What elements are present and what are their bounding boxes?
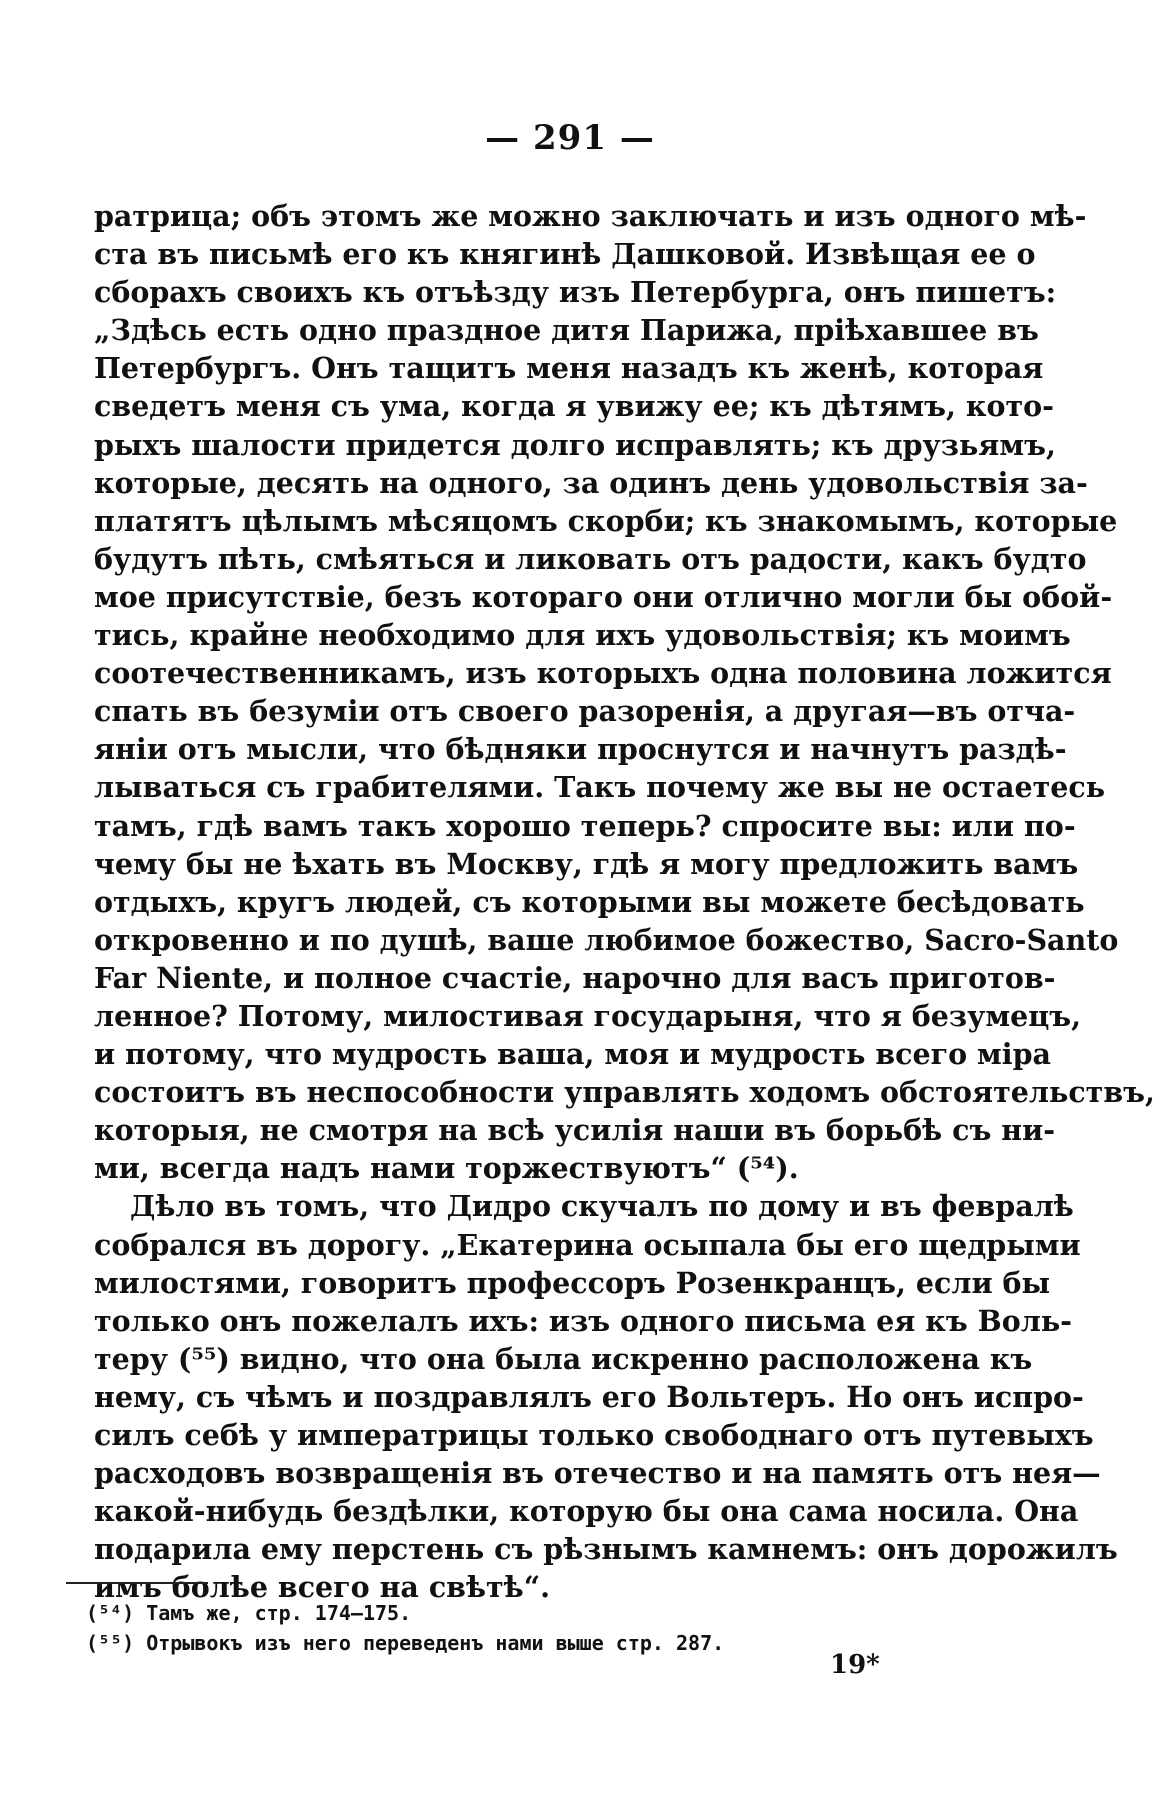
text-line: милостями, говоритъ профессоръ Розенкранцъ, если бы: [94, 1265, 1051, 1300]
text-line: которые, десять на одного, за одинъ день удовольствія за-: [94, 465, 1088, 500]
text-line: отдыхъ, кругъ людей, съ которыми вы можете бесѣдовать: [94, 884, 1085, 919]
text-line: „Здѣсь есть одно праздное дитя Парижа, пріѣхавшее въ: [94, 313, 1039, 348]
text-line: собрался въ дорогу. „Екатерина осыпала бы его щедрыми: [94, 1227, 1081, 1262]
text-line: только онъ пожелалъ ихъ: изъ одного письма ея къ Воль-: [94, 1303, 1072, 1338]
text-line: лываться съ грабителями. Такъ почему же вы не остаетесь: [94, 770, 1106, 805]
text-line: Дѣло въ томъ, что Дидро скучалъ по дому и въ февралѣ: [130, 1189, 1074, 1224]
text-line: Петербургъ. Онъ тащитъ меня назадъ къ женѣ, которая: [94, 351, 1044, 386]
text-line: яніи отъ мысли, что бѣдняки проснутся и начнутъ раздѣ-: [94, 732, 1067, 767]
text-line: соотечественникамъ, изъ которыхъ одна половина ложится: [94, 656, 1112, 691]
text-line: силъ себѣ у императрицы только свободнаго отъ путевыхъ: [94, 1418, 1094, 1452]
text-line: какой-нибудь бездѣлки, которую бы она сама носила. Она: [94, 1494, 1079, 1529]
text-line: теру (⁵⁵) видно, что она была искренно расположена къ: [94, 1341, 1033, 1376]
text-line: ста въ письмѣ его къ княгинѣ Дашковой. Извѣщая ее о: [94, 237, 1036, 272]
text-line: спать въ безуміи отъ своего разоренія, а другая—въ отча-: [94, 694, 1076, 729]
text-line: откровенно и по душѣ, ваше любимое божество, Sacro-Santo: [94, 922, 1119, 957]
text-line: будутъ пѣть, смѣяться и ликовать отъ радости, какъ будто: [94, 541, 1087, 576]
text-line: подарила ему перстень съ рѣзнымъ камнемъ: онъ дорожилъ: [94, 1532, 1118, 1567]
text-line: расходовъ возвращенія въ отечество и на память отъ нея—: [94, 1456, 1101, 1491]
body-text: [94, 197, 1155, 1606]
text-line: рыхъ шалости придется долго исправлять; къ друзьямъ,: [94, 427, 1056, 462]
text-line: мое присутствіе, безъ котораго они отлично могли бы обой-: [94, 579, 1113, 614]
text-line: платятъ цѣлымъ мѣсяцомъ скорби; къ знакомымъ, которые: [94, 503, 1118, 538]
text-line: чему бы не ѣхать въ Москву, гдѣ я могу предложить вамъ: [94, 846, 1079, 881]
text-line: состоитъ въ неспособности управлять ходомъ обстоятельствъ,: [94, 1075, 1155, 1110]
signature-mark: 19*: [830, 1650, 880, 1680]
footnotes: [86, 1598, 724, 1658]
text-line: тись, крайне необходимо для ихъ удовольствія; къ моимъ: [94, 618, 1071, 653]
text-line: нему, съ чѣмъ и поздравлялъ его Вольтеръ. Но онъ испро-: [94, 1379, 1084, 1414]
text-line: которыя, не смотря на всѣ усилія наши въ борьбѣ съ ни-: [94, 1113, 1056, 1148]
text-line: сведетъ меня съ ума, когда я увижу ее; къ дѣтямъ, кото-: [94, 389, 1054, 424]
footnote: (⁵⁵) Отрывокъ изъ него переведенъ нами выше стр. 287.: [86, 1631, 725, 1655]
text-line: ми, всегда надъ нами торжествуютъ“ (⁵⁴).: [94, 1151, 799, 1186]
text-line: и потому, что мудрость ваша, моя и мудрость всего міра: [94, 1037, 1051, 1072]
text-line: имъ болѣе всего на свѣтѣ“.: [94, 1570, 551, 1605]
text-line: сборахъ своихъ къ отъѣзду изъ Петербурга, онъ пишетъ:: [94, 275, 1057, 310]
text-line: ратрица; объ этомъ же можно заключать и изъ одного мѣ-: [94, 199, 1087, 233]
footnote-divider: [66, 1582, 208, 1584]
footnote: (⁵⁴) Тамъ же, стр. 174—175.: [86, 1601, 412, 1625]
text-line: ленное? Потому, милостивая государыня, что я безумецъ,: [94, 998, 1082, 1033]
text-line: Far Niente, и полное счастіе, нарочно для васъ приготов-: [94, 960, 1056, 995]
text-line: тамъ, гдѣ вамъ такъ хорошо теперь? спросите вы: или по-: [94, 808, 1076, 843]
page-number: — 291 —: [485, 118, 655, 158]
